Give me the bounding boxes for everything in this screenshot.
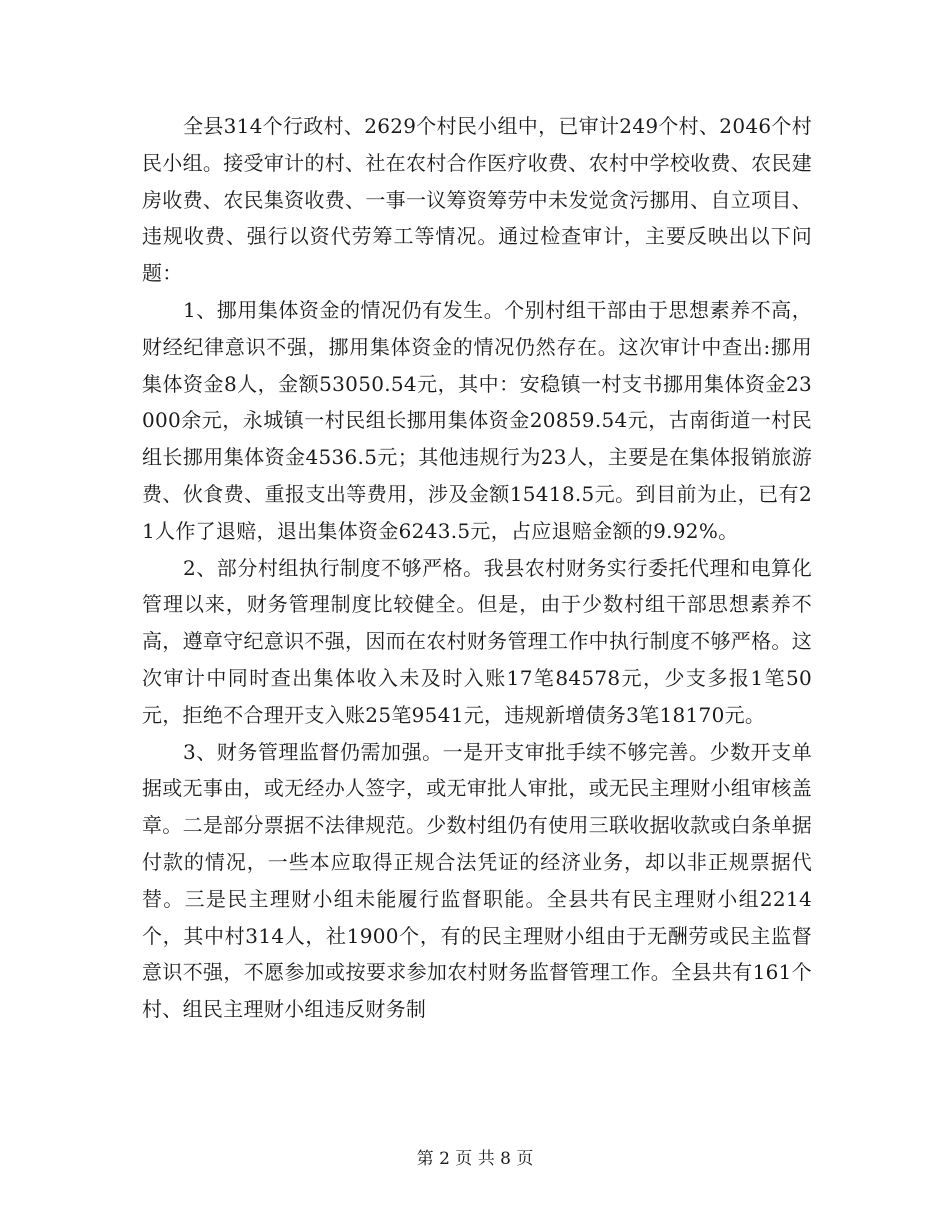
page-number: 第 2 页 共 8 页 (416, 1149, 534, 1169)
paragraph-intro: 全县314个行政村、2629个村民小组中，已审计249个村、2046个村民小组。接受审计的村、社在农村合作医疗收费、农村中学校收费、农民建房收费、农民集资收费、一事一议筹资筹劳中未发觉贪污挪用、自立项目、违规收费、强行以资代劳筹工等情况。通过检查审计，主要反映出以下问题： (142, 114, 812, 286)
paragraph-item-2: 2、部分村组执行制度不够严格。我县农村财务实行委托代理和电算化管理以来，财务管理制度比较健全。但是，由于少数村组干部思想素养不高，遵章守纪意识不强，因而在农村财务管理工作中执行制度不够严格。这次审计中同时查出集体收入未及时入账17笔84578元，少支多报1笔50元，拒绝不合理开支入账25笔9541元，违规新增债务3笔18170元。 (142, 555, 812, 727)
paragraph-item-1: 1、挪用集体资金的情况仍有发生。个别村组干部由于思想素养不高，财经纪律意识不强，挪用集体资金的情况仍然存在。这次审计中查出:挪用集体资金8人，金额53050.54元，其中：安稳镇一村支书挪用集体资金23000余元，永城镇一村民组长挪用集体资金20859.54元，古南街道一村民组长挪用集体资金4536.5元；其他违规行为23人，主要是在集体报销旅游费、伙食费、重报支出等费用，涉及金额15418.5元。到目前为止，已有21人作了退赔，退出集体资金6243.5元，占应退赔金额的9.92%。 (142, 297, 812, 543)
document-body (142, 108, 812, 1028)
paragraph-item-3: 3、财务管理监督仍需加强。一是开支审批手续不够完善。少数开支单据或无事由，或无经办人签字，或无审批人审批，或无民主理财小组审核盖章。二是部分票据不法律规范。少数村组仍有使用三联收据收款或白条单据付款的情况，一些本应取得正规合法凭证的经济业务，却以非正规票据代替。三是民主理财小组未能履行监督职能。全县共有民主理财小组2214个，其中村314人，社1900个，有的民主理财小组由于无酬劳或民主监督意识不强，不愿参加或按要求参加农村财务监督管理工作。全县共有161个村、组民主理财小组违反财务制 (142, 739, 812, 1022)
page-footer (0, 1148, 950, 1170)
